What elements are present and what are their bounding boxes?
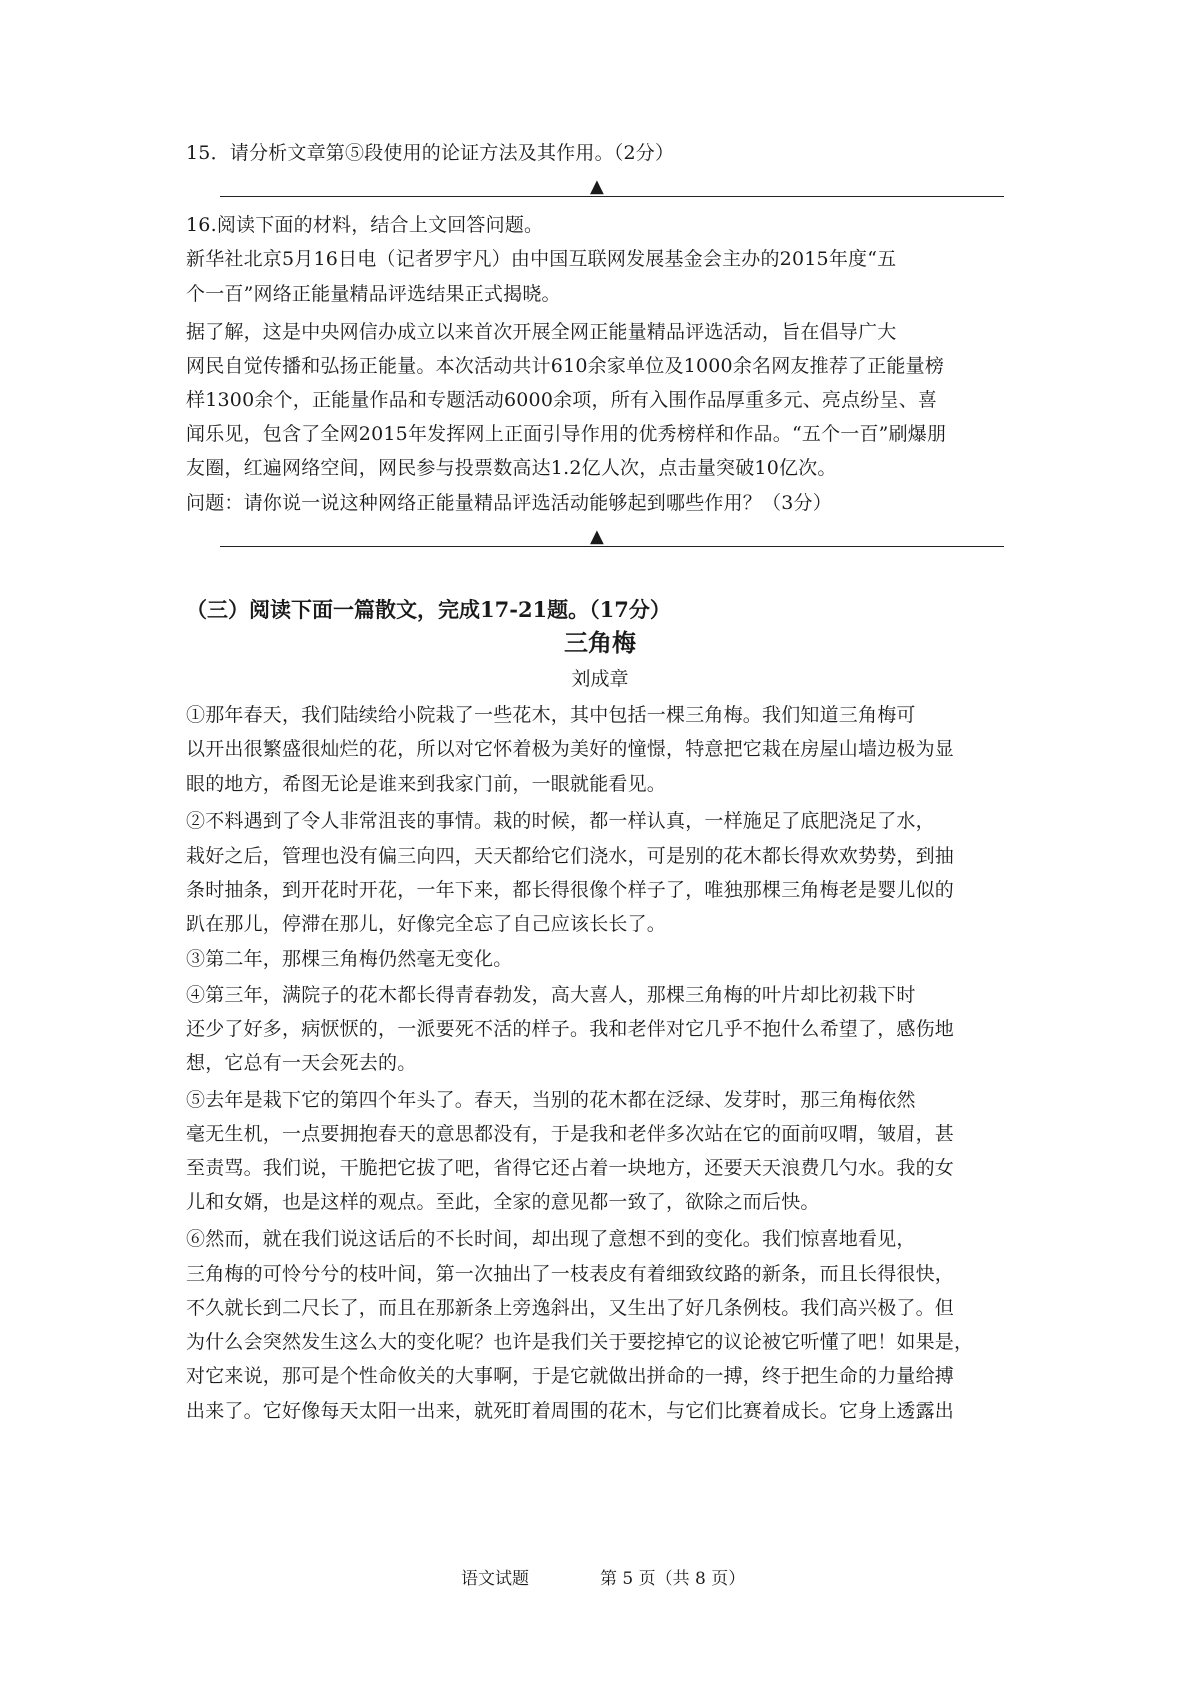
essay-line: 趴在那儿，停滞在那儿，好像完全忘了自己应该长长了。 <box>186 913 667 935</box>
essay-line: ②不料遇到了令人非常沮丧的事情。栽的时候，都一样认真，一样施足了底肥浇足了水， <box>186 810 935 832</box>
essay-line: 栽好之后，管理也没有偏三向四，天天都给它们浇水，可是别的花木都长得欢欢势势，到抽 <box>186 845 955 867</box>
material-line: 友圈，红遍网络空间，网民参与投票数高达1.2亿人次，点击量突破10亿次。 <box>186 457 837 479</box>
footer-subject: 语文试题 <box>461 1569 529 1589</box>
essay-line: 三角梅的可怜兮兮的枝叶间，第一次抽出了一枝表皮有着细致纹路的新条，而且长得很快， <box>186 1263 955 1285</box>
essay-line: 不久就长到二尺长了，而且在那新条上旁逸斜出，又生出了好几条例枝。我们高兴极了。但 <box>186 1297 955 1319</box>
answer-marker-16: ▲ <box>590 526 604 547</box>
essay-line: 至责骂。我们说，干脆把它拔了吧，省得它还占着一块地方，还要天天浪费几勺水。我的女 <box>186 1157 955 1179</box>
essay-line: 还少了好多，病恹恹的，一派要死不活的样子。我和老伴对它几乎不抱什么希望了，感伤地 <box>186 1018 955 1040</box>
essay-line: 对它来说，那可是个性命攸关的大事啊，于是它就做出拼命的一搏，终于把生命的力量给搏 <box>186 1365 955 1387</box>
answer-line-15[interactable] <box>220 196 1004 197</box>
essay-line: ⑥然而，就在我们说这话后的不长时间，却出现了意想不到的变化。我们惊喜地看见， <box>186 1228 916 1250</box>
essay-author: 刘成章 <box>571 668 629 690</box>
material-line: 闻乐见，包含了全网2015年发挥网上正面引导作用的优秀榜样和作品。“五个一百”刷爆朋 <box>186 423 947 445</box>
essay-line: 儿和女婿，也是这样的观点。至此，全家的意见都一致了，欲除之而后快。 <box>186 1191 820 1213</box>
essay-line: 毫无生机，一点要拥抱春天的意思都没有，于是我和老伴多次站在它的面前叹喟，皱眉，甚 <box>186 1123 955 1145</box>
essay-line: ①那年春天，我们陆续给小院栽了一些花木，其中包括一棵三角梅。我们知道三角梅可 <box>186 704 916 726</box>
essay-line: 想，它总有一天会死去的。 <box>186 1052 417 1074</box>
essay-line: ⑤去年是栽下它的第四个年头了。春天，当别的花木都在泛绿、发芽时，那三角梅依然 <box>186 1089 916 1111</box>
essay-line: 以开出很繁盛很灿烂的花，所以对它怀着极为美好的憧憬，特意把它栽在房屋山墙边极为显 <box>186 738 955 760</box>
material-line: 据了解，这是中央网信办成立以来首次开展全网正能量精品评选活动，旨在倡导广大 <box>186 321 897 343</box>
essay-line: 为什么会突然发生这么大的变化呢？也许是我们关于要挖掉它的议论被它听懂了吧！如果是， <box>186 1331 974 1353</box>
essay-line: ③第二年，那棵三角梅仍然毫无变化。 <box>186 948 513 970</box>
material-line: 个一百”网络正能量精品评选结果正式揭晓。 <box>186 283 561 305</box>
essay-line: 眼的地方，希图无论是谁来到我家门前，一眼就能看见。 <box>186 773 667 795</box>
essay-line: 条时抽条，到开花时开花，一年下来，都长得很像个样子了，唯独那棵三角梅老是婴儿似的 <box>186 879 955 901</box>
essay-line: 出来了。它好像每天太阳一出来，就死盯着周围的花木，与它们比赛着成长。它身上透露出 <box>186 1400 955 1422</box>
essay-line: ④第三年，满院子的花木都长得青春勃发，高大喜人，那棵三角梅的叶片却比初栽下时 <box>186 984 916 1006</box>
footer-page-number: 第 5 页（共 8 页） <box>600 1569 746 1589</box>
section-heading: （三）阅读下面一篇散文，完成17-21题。（17分） <box>186 597 671 622</box>
material-line: 样1300余个，正能量作品和专题活动6000余项，所有入围作品厚重多元、亮点纷呈、喜 <box>186 389 938 411</box>
answer-line-16[interactable] <box>220 546 1004 547</box>
question-15: 15．请分析文章第⑤段使用的论证方法及其作用。（2分） <box>186 142 675 164</box>
answer-marker-15: ▲ <box>590 176 604 197</box>
material-line: 新华社北京5月16日电（记者罗宇凡）由中国互联网发展基金会主办的2015年度“五 <box>186 248 897 270</box>
material-line: 网民自觉传播和弘扬正能量。本次活动共计610余家单位及1000余名网友推荐了正能量榜 <box>186 355 945 377</box>
question-16-question: 问题：请你说一说这种网络正能量精品评选活动能够起到哪些作用？（3分） <box>186 492 832 514</box>
question-16-prompt: 16.阅读下面的材料，结合上文回答问题。 <box>186 214 544 236</box>
essay-title: 三角梅 <box>564 628 636 657</box>
